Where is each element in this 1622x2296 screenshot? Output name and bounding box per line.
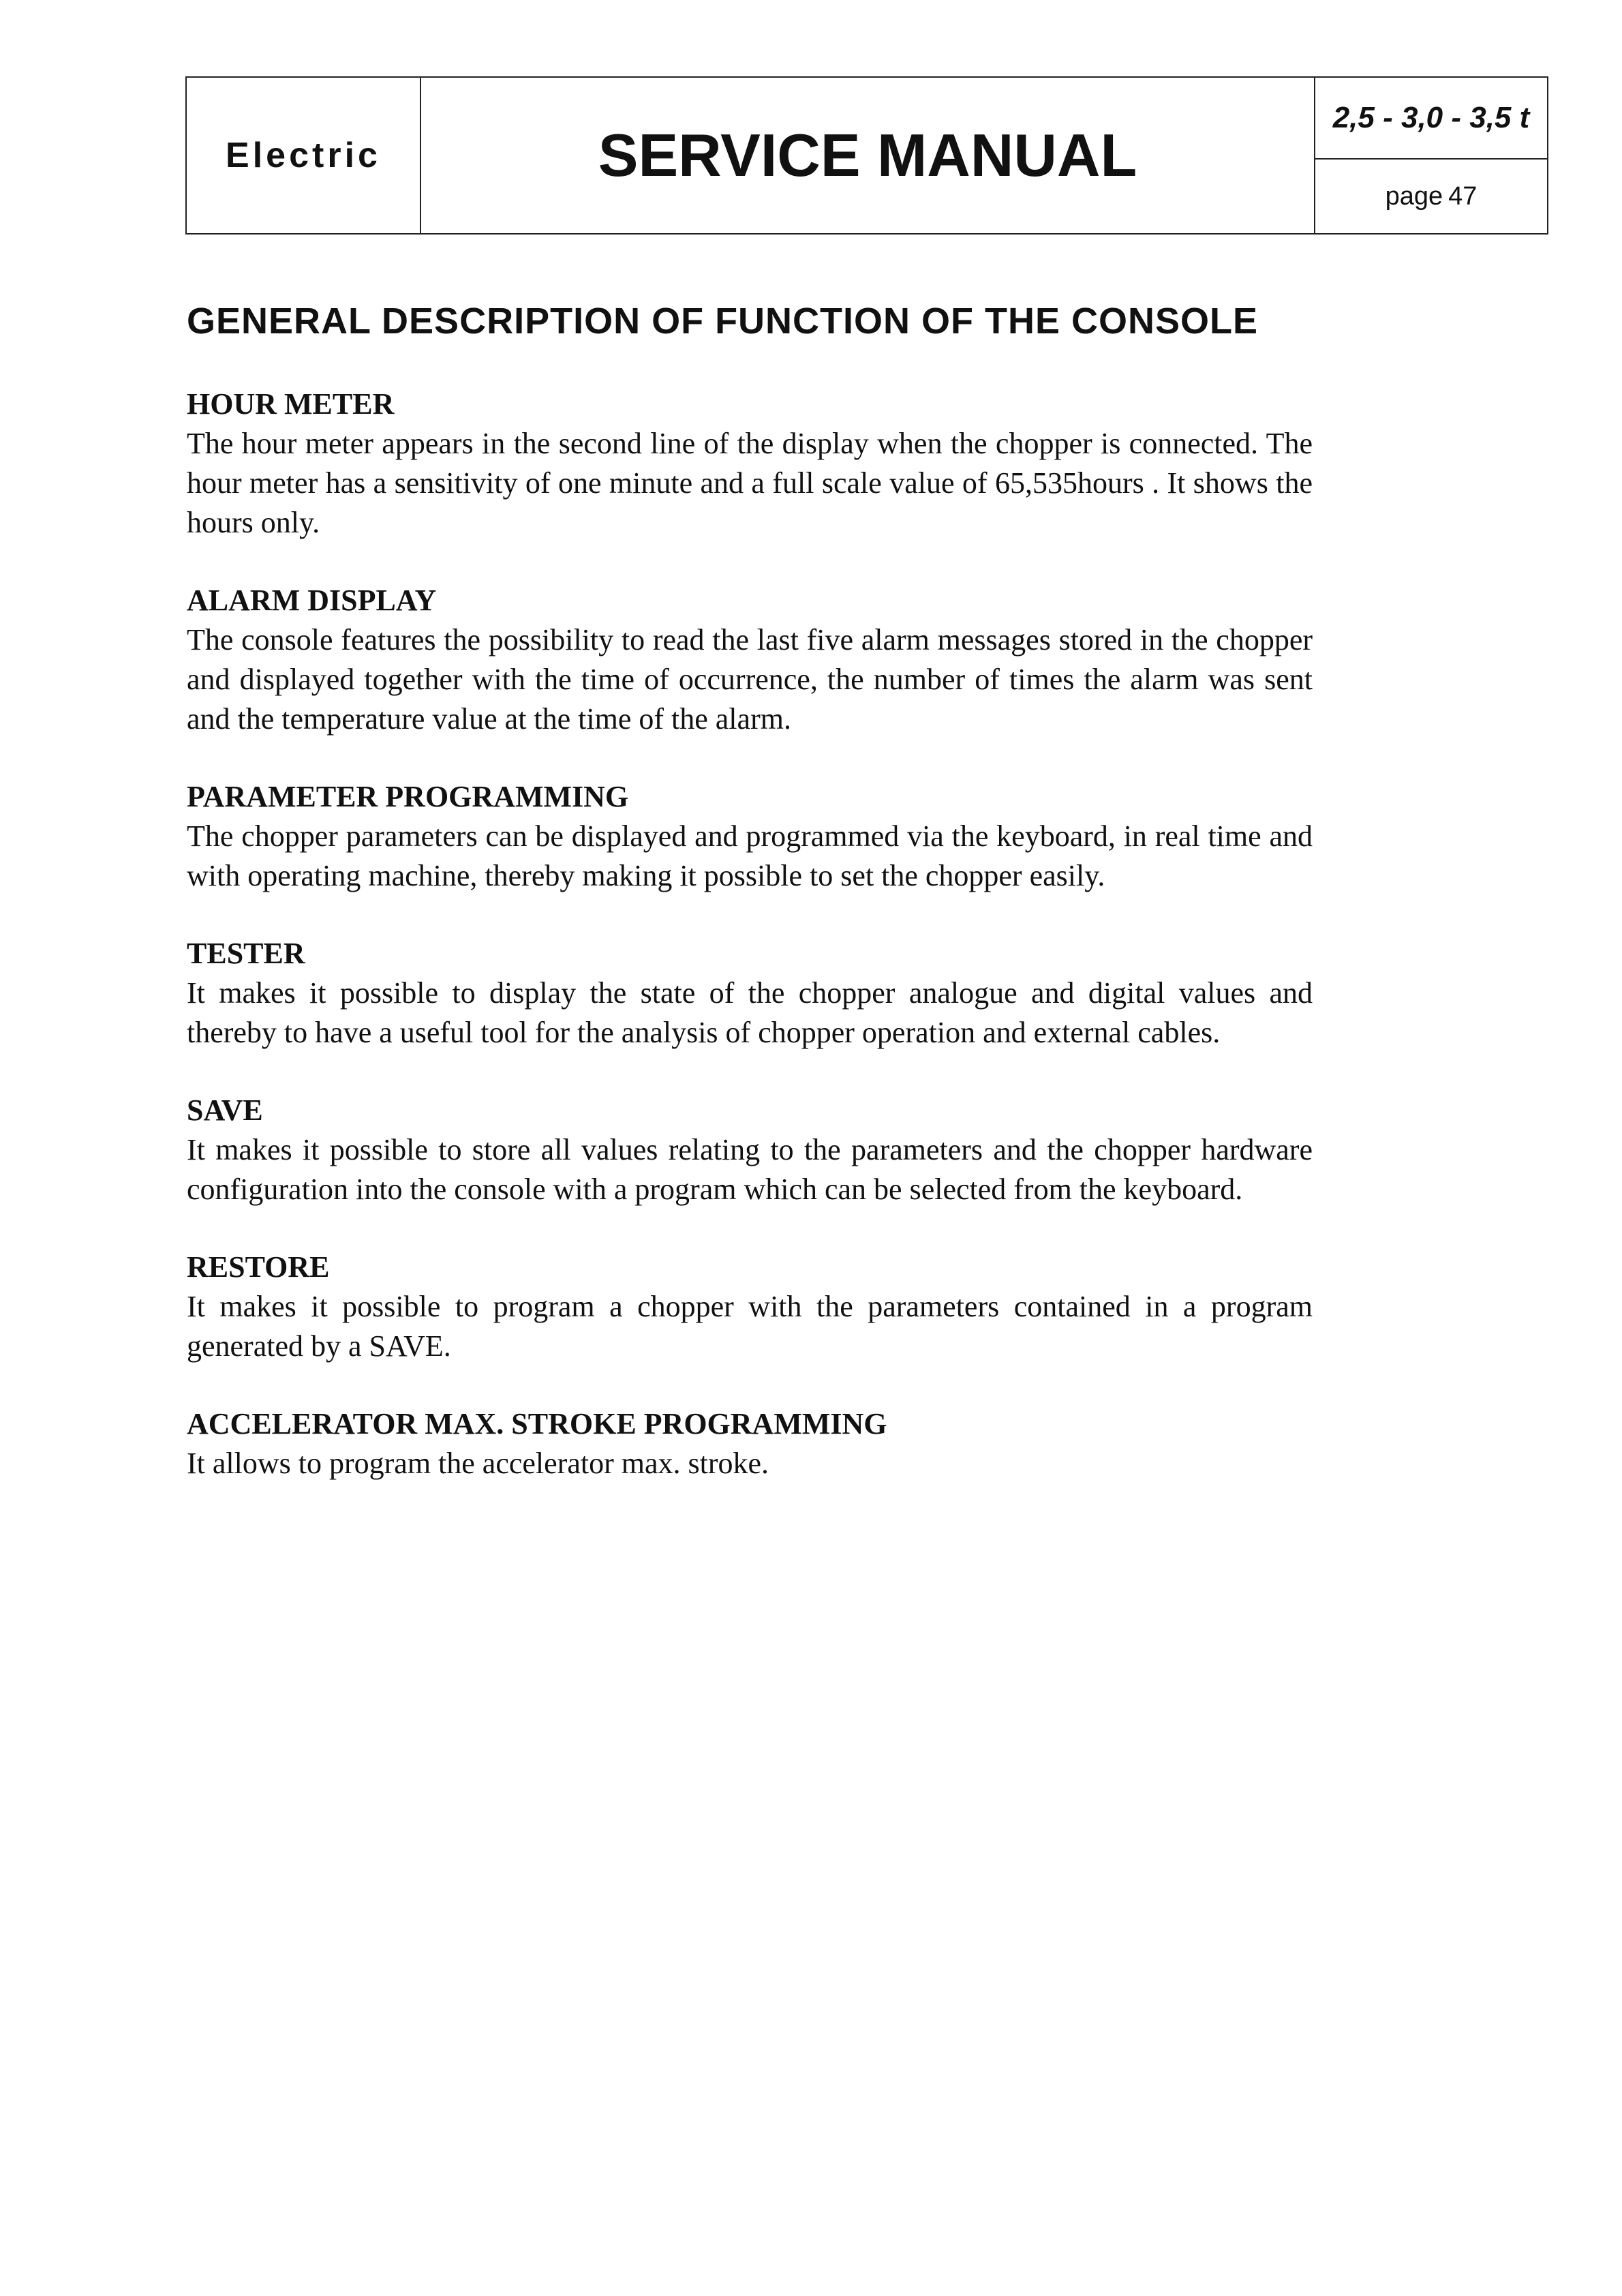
header-meta [1315,78,1547,233]
section-heading: TESTER [187,937,305,970]
page-title: GENERAL DESCRIPTION OF FUNCTION OF THE CONSOLE [187,301,1259,342]
section-body: It makes it possible to program a chopper with the parameters contained in a program generated by a SAVE. [187,1290,1313,1363]
section-heading: RESTORE [187,1250,330,1284]
section-body: It allows to program the accelerator max. stroke. [187,1447,769,1480]
section-accelerator-stroke [187,1404,1313,1483]
section-body: The hour meter appears in the second line of the display when the chopper is connected. The hour meter has a sensitivity of one minute and a full scale value of 65,535hours . It shows the hours only. [187,427,1313,539]
section-parameter-programming [187,777,1313,896]
section-heading: ACCELERATOR MAX. STROKE PROGRAMMING [187,1407,887,1440]
header-page [1315,160,1547,233]
section-heading: SAVE [187,1093,263,1127]
section-body: The chopper parameters can be displayed and programmed via the keyboard, in real time and with operating machine, thereby making it possible to set the chopper easily. [187,819,1313,892]
page-label: page [1385,181,1443,211]
section-alarm-display [187,581,1313,739]
section-save [187,1091,1313,1209]
header-section-label: Electric [187,78,421,233]
section-body: It makes it possible to store all values relating to the parameters and the chopper hardware configuration into the console with a program which can be selected from the keyboard. [187,1133,1313,1206]
section-body: It makes it possible to display the state of the chopper analogue and digital values and thereby to have a useful tool for the analysis of chopper operation and external cables. [187,976,1313,1049]
section-restore [187,1248,1313,1366]
section-heading: PARAMETER PROGRAMMING [187,780,629,813]
page-header [185,76,1548,235]
section-body: The console features the possibility to read the last five alarm messages stored in the chopper and displayed together with the time of occurrence, the number of times the alarm was sent and the temperature value at the time of the alarm. [187,623,1313,736]
header-models: 2,5 - 3,0 - 3,5 t [1315,78,1547,160]
page-number: 47 [1448,181,1478,211]
section-tester [187,934,1313,1053]
section-heading: HOUR METER [187,387,395,421]
header-title: SERVICE MANUAL [421,78,1315,233]
section-hour-meter [187,384,1313,543]
main-content [187,300,1313,1522]
section-heading: ALARM DISPLAY [187,584,437,617]
